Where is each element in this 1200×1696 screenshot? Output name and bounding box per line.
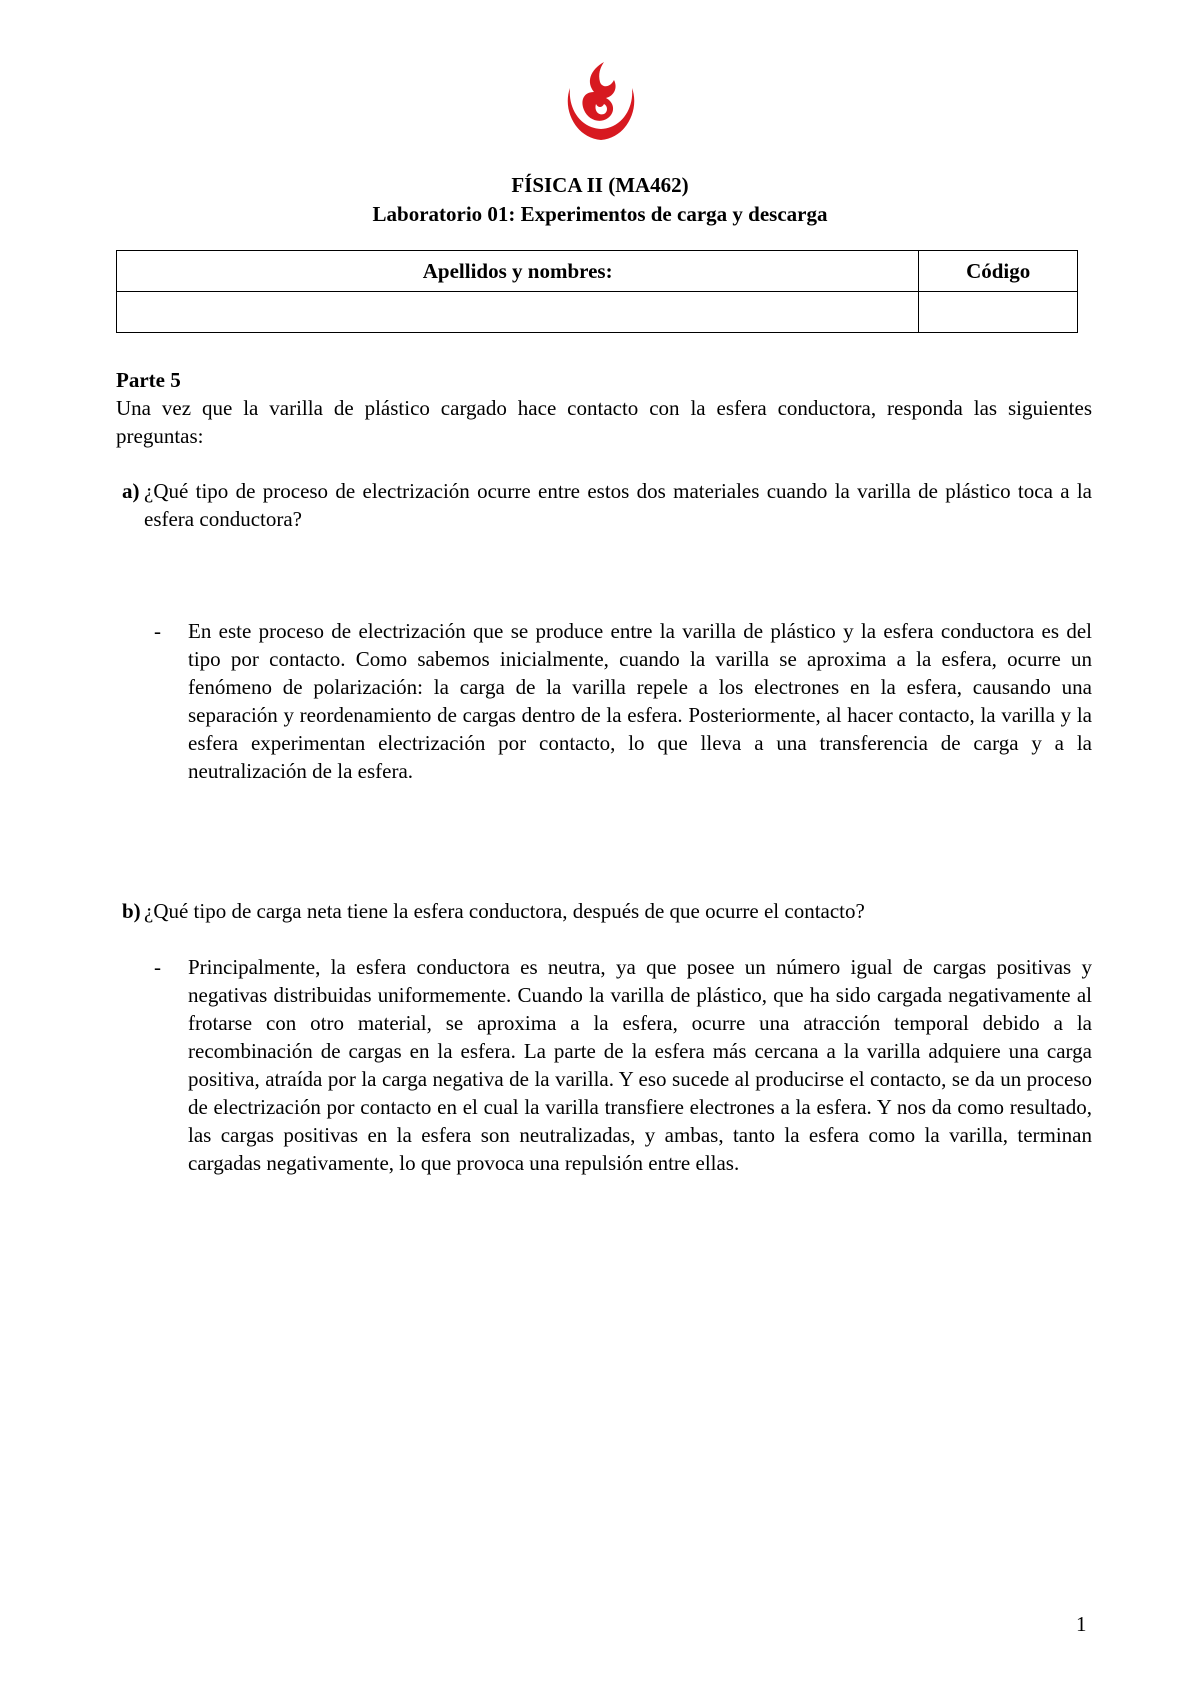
table-row: [117, 292, 1078, 333]
answer-text: En este proceso de electrización que se produce entre la varilla de plástico y la esfera conductora es del tipo por contacto. Como sabemos inicialmente, cuando la varilla se aproxima a la esfera, ocurre un fenómeno de polarización: la carga de la varilla repele a los electrones en la esfera, causando una separación y reordenamiento de cargas dentro de la esfera. Posteriormente, al hacer contacto, la varilla y la esfera experimentan electrización por contacto, lo que lleva a una transferencia de carga y a la neutralización de la esfera.: [188, 619, 1092, 783]
answer-text: Principalmente, la esfera conductora es neutra, ya que posee un número igual de cargas positivas y negativas distribuidas uniformemente. Cuando la varilla de plástico, que ha sido cargada negativamente al frotarse con otro material, se aproxima a la esfera, ocurre una atracción temporal debido a la recombinación de cargas en la esfera. La parte de la esfera más cercana a la varilla adquiere una carga positiva, atraída por la carga negativa de la varilla. Y eso sucede al producirse el contacto, se da un proceso de electrización por contacto en el cual la varilla transfiere electrones a la esfera. Y nos da como resultado, las cargas positivas en la esfera son neutralizadas, y ambas, tanto la esfera como la varilla, terminan cargadas negativamente, lo que provoca una repulsión entre ellas.: [188, 955, 1092, 1175]
question-text: ¿Qué tipo de carga neta tiene la esfera conductora, después de que ocurre el contacto?: [144, 899, 865, 923]
bullet-dash: -: [154, 619, 161, 643]
name-header: Apellidos y nombres:: [117, 251, 919, 292]
page-number: 1: [1076, 1612, 1087, 1636]
answer-a: [116, 617, 1092, 785]
upc-flame-logo-icon: [560, 58, 642, 142]
question-label: b): [122, 899, 141, 923]
section-intro: Una vez que la varilla de plástico cargado hace contacto con la esfera conductora, responda las siguientes preguntas:: [116, 396, 1092, 448]
code-value-cell[interactable]: [919, 292, 1078, 333]
question-a: [116, 477, 1092, 533]
question-label: a): [122, 479, 140, 503]
student-id-table: [116, 250, 1078, 333]
question-b: [116, 897, 1092, 925]
section-title: Parte 5: [116, 368, 181, 392]
answer-b: [116, 953, 1092, 1177]
name-value-cell[interactable]: [117, 292, 919, 333]
table-header-row: [117, 251, 1078, 292]
question-text: ¿Qué tipo de proceso de electrización ocurre entre estos dos materiales cuando la varilla de plástico toca a la esfera conductora?: [144, 479, 1092, 531]
bullet-dash: -: [154, 955, 161, 979]
lab-title: Laboratorio 01: Experimentos de carga y descarga: [372, 202, 828, 226]
course-title: FÍSICA II (MA462): [511, 173, 689, 197]
code-header: Código: [919, 251, 1078, 292]
